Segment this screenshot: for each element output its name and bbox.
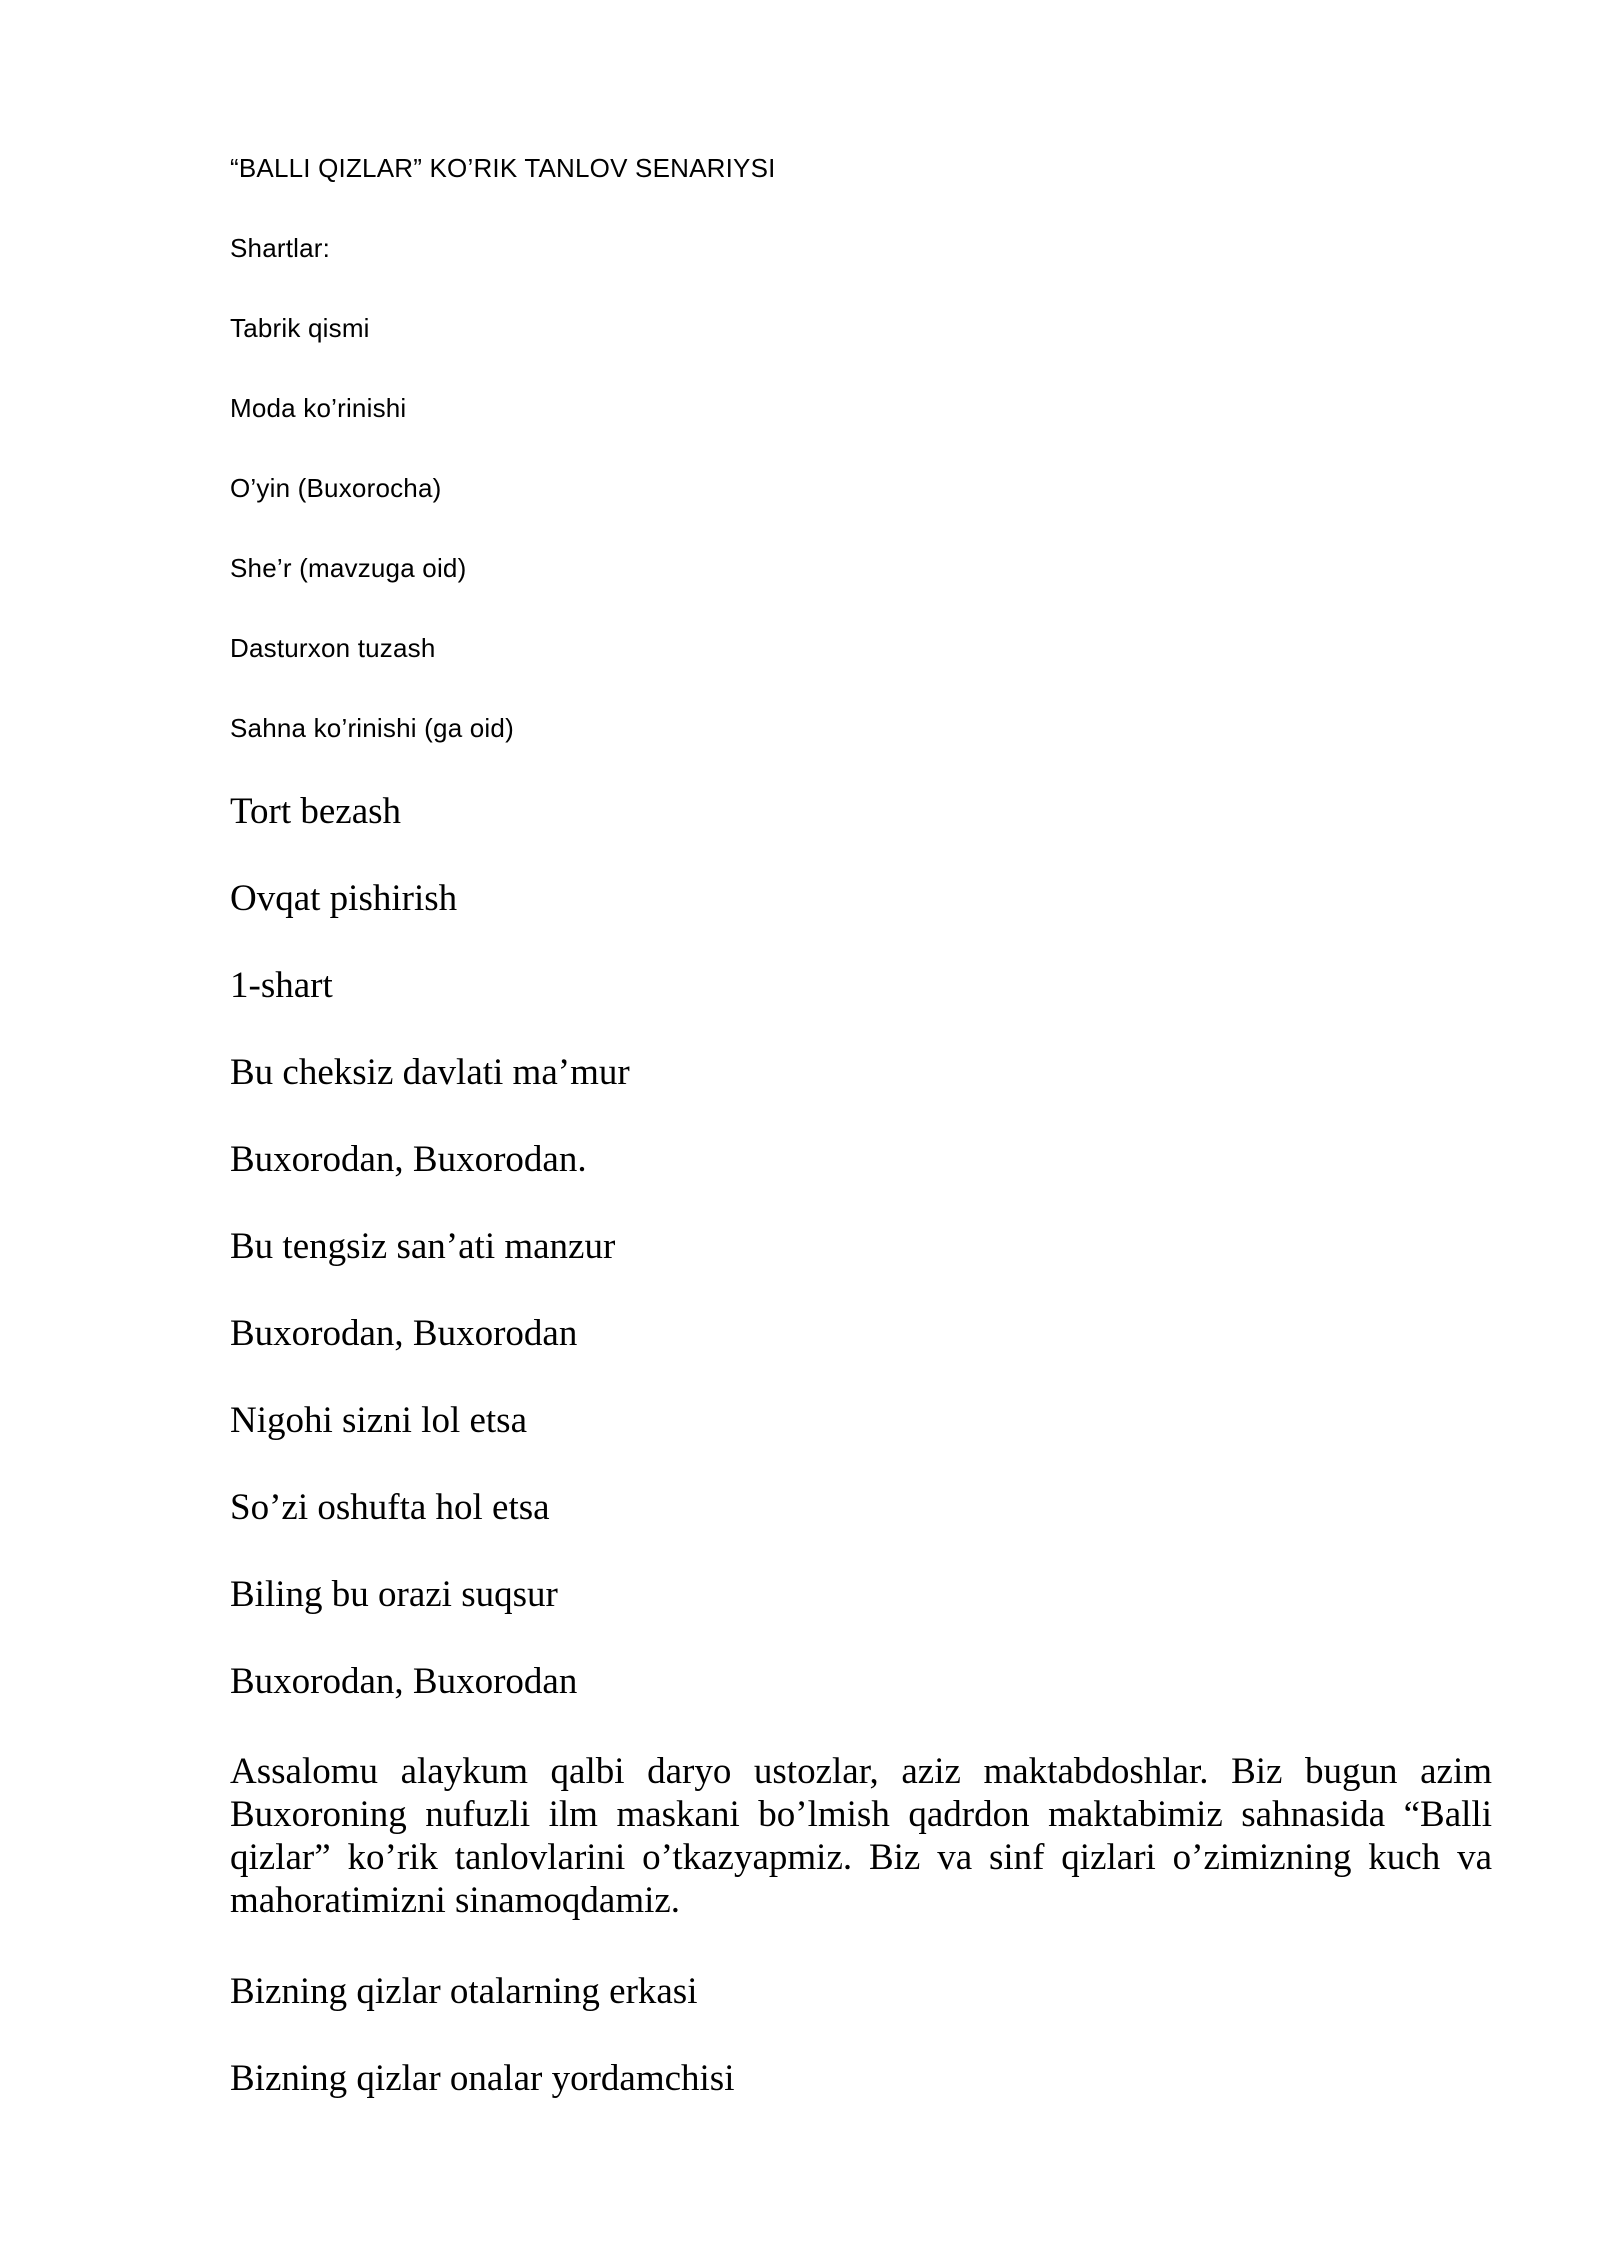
document-title: “BALLI QIZLAR” KO’RIK TANLOV SENARIYSI [230, 153, 776, 183]
condition-item: Sahna ko’rinishi (ga oid) [230, 713, 514, 743]
condition-item: Tort bezash [230, 791, 402, 832]
condition-item: Moda ko’rinishi [230, 393, 407, 423]
condition-item: Tabrik qismi [230, 313, 370, 343]
poem-line: So’zi oshufta hol etsa [230, 1487, 550, 1528]
condition-item: Dasturxon tuzash [230, 633, 436, 663]
poem-line: Buxorodan, Buxorodan. [230, 1139, 587, 1180]
greeting-paragraph: Assalomu alaykum qalbi daryo ustozlar, aziz maktabdoshlar. Biz bugun azim Buxoroning nufuzli ilm maskani bo’lmish qadrdon maktabimiz sahnasida “Balli qizlar” ko’rik tanlovlarini o’tkazyapmiz. Biz va sinf qizlari o’zimizning kuch va mahoratimizni sinamoqdamiz. [230, 1751, 1492, 1921]
condition-item: O’yin (Buxorocha) [230, 473, 442, 503]
closing-line: Bizning qizlar onalar yordamchisi [230, 2058, 735, 2099]
poem-line: Buxorodan, Buxorodan [230, 1313, 578, 1354]
closing-line: Bizning qizlar otalarning erkasi [230, 1971, 698, 2012]
poem-line: Biling bu orazi suqsur [230, 1574, 558, 1615]
poem-line: Bu tengsiz san’ati manzur [230, 1226, 616, 1267]
poem-line: Buxorodan, Buxorodan [230, 1661, 578, 1702]
conditions-heading: Shartlar: [230, 233, 331, 263]
poem-line: Nigohi sizni lol etsa [230, 1400, 527, 1441]
section-heading: 1-shart [230, 965, 333, 1006]
poem-line: Bu cheksiz davlati ma’mur [230, 1052, 630, 1093]
condition-item: She’r (mavzuga oid) [230, 553, 467, 583]
condition-item: Ovqat pishirish [230, 878, 458, 919]
